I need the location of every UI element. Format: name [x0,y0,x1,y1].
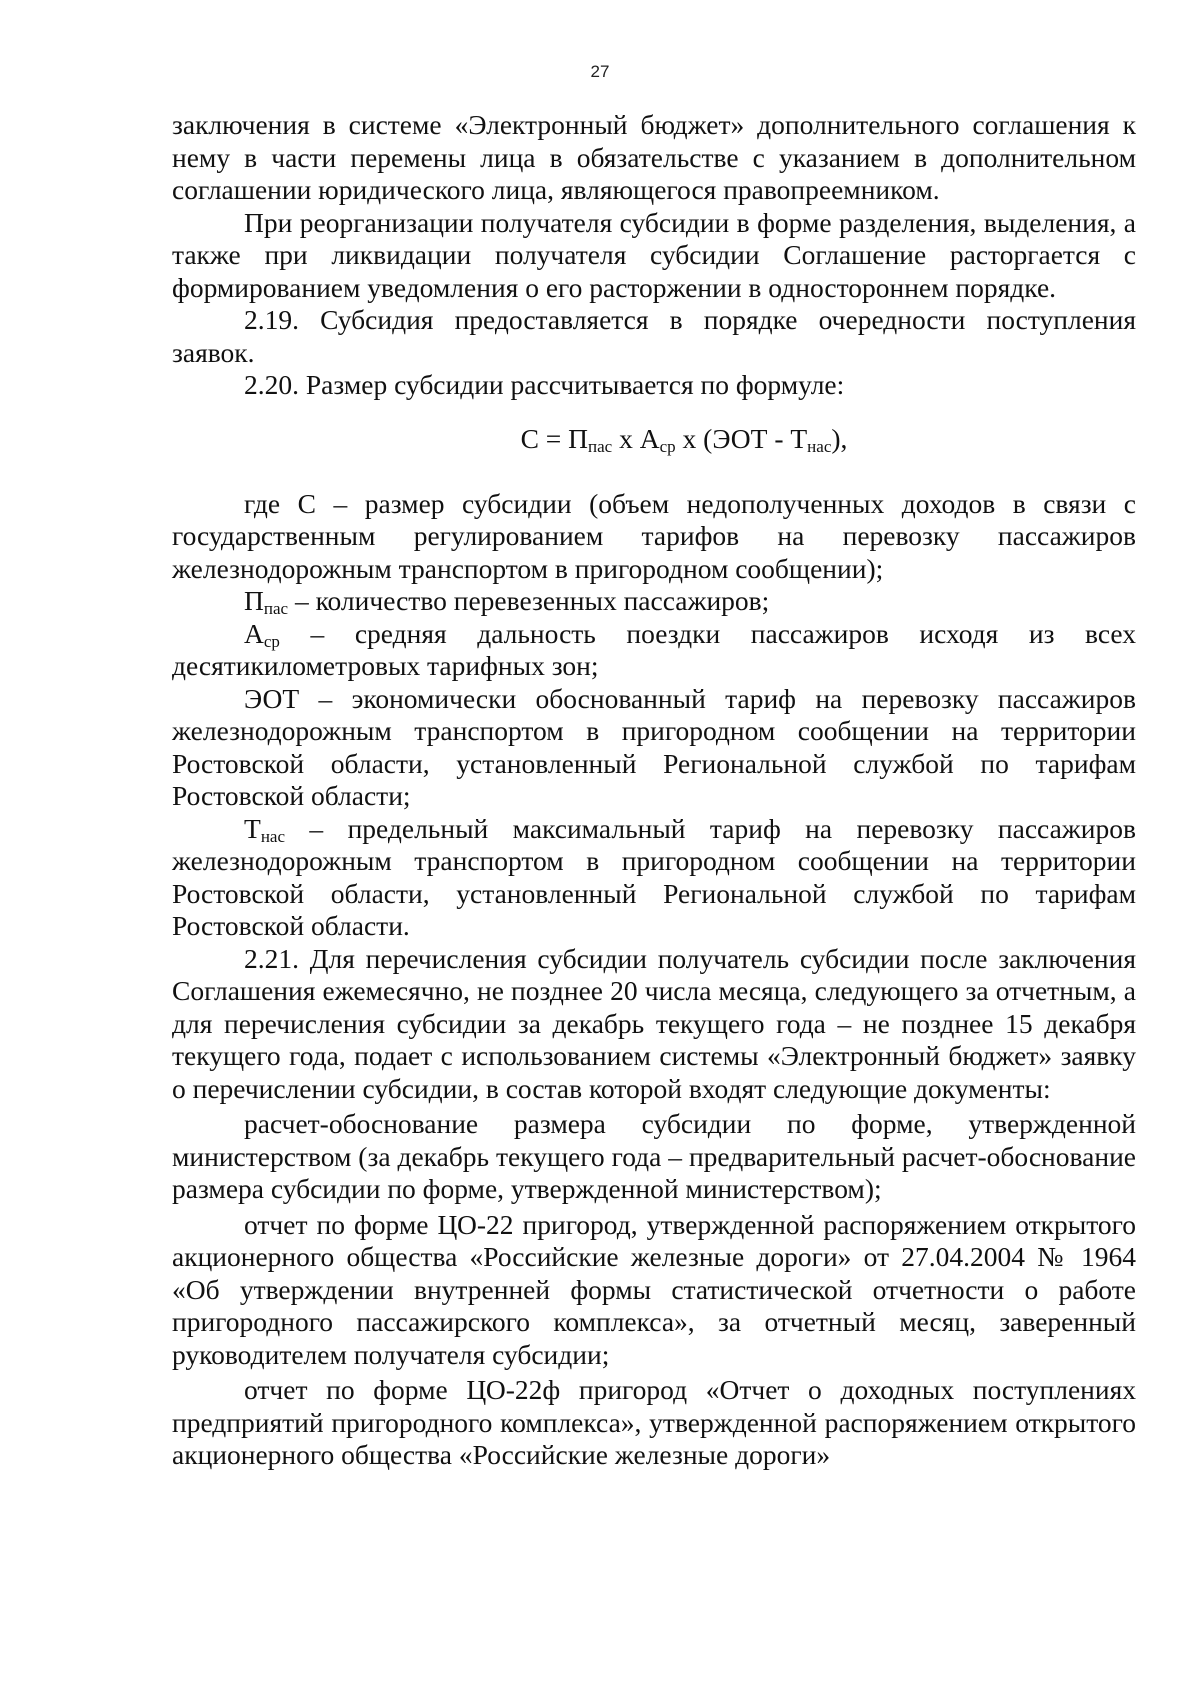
paragraph-report-co22: отчет по форме ЦО-22 пригород, утвержденной распоряжением открытого акционерного общества «Российские железные дороги» от 27.04.2004 № 1964 «Об утверждении внутренней формы статистической отчетности о работе пригородного пассажирского комплекса», за отчетный месяц, заверенный руководителем получателя субсидии; [172,1208,1136,1370]
page-number: 27 [590,62,610,81]
paragraph-t-nas [172,813,1136,943]
symbol-a: А [244,617,264,649]
paragraph-report-co22f: отчет по форме ЦО-22ф пригород «Отчет о доходных поступлениях предприятий пригородного комплекса», утвержденной распоряжением открытого акционерного общества «Российские железные дороги» [172,1374,1136,1470]
definition-a-sr: – средняя дальность поездки пассажиров исходя из всех десятикилометровых тарифных зон; [172,617,1136,681]
paragraph-calculation-justification: расчет-обоснование размера субсидии по форме, утвержденной министерством (за декабрь текущего года – предварительный расчет-обоснование размера субсидии по форме, утвержденной министерством); [172,1108,1136,1204]
formula-sub-pas: пас [588,436,613,456]
document-body [172,109,1136,1472]
formula-mid1: х А [612,422,660,454]
paragraph-where-c: где С – размер субсидии (объем недополученных доходов в связи с государственным регулированием тарифов на перевозку пассажиров железнодорожным транспортом в пригородном сообщении); [172,487,1136,584]
definition-t-nas: – предельный максимальный тариф на перевозку пассажиров железнодорожным транспортом в пригородном сообщении на территории Ростовской области, установленный Региональной службой по тарифам Ростовской области. [172,812,1136,941]
paragraph-agreement-continuation: заключения в системе «Электронный бюджет» дополнительного соглашения к нему в части перемены лица в обязательстве с указанием в дополнительном соглашении юридического лица, являющегося правопреемником. [172,109,1136,205]
paragraph-reorganization: При реорганизации получателя субсидии в форме разделения, выделения, а также при ликвидации получателя субсидии Соглашение расторгается с формированием уведомления о его расторжении в одностороннем порядке. [172,206,1136,303]
symbol-a-subscript: ср [263,631,280,651]
symbol-p: П [244,585,264,616]
paragraph-p-pas [172,585,1136,618]
symbol-t-subscript: нас [260,826,286,846]
formula-lhs: С = П [520,422,589,454]
subsidy-formula [172,402,1136,480]
paragraph-a-sr [172,618,1136,683]
formula-sub-nas: нас [807,436,832,456]
symbol-p-subscript: пас [263,599,289,618]
definition-p-pas: – количество перевезенных пассажиров; [288,585,770,616]
symbol-t: Т [244,812,261,844]
formula-end: ), [831,422,848,454]
paragraph-2-21: 2.21. Для перечисления субсидии получатель субсидии после заключения Соглашения ежемесячно, не позднее 20 числа месяца, следующего за отчетным, а для перечисления субсидии за декабрь текущего года – не позднее 15 декабря текущего года, подает с использованием системы «Электронный бюджет» заявку о перечислении субсидии, в состав которой входят следующие документы: [172,942,1136,1104]
formula-mid2: х (ЭОТ - Т [675,422,808,454]
paragraph-eot: ЭОТ – экономически обоснованный тариф на перевозку пассажиров железнодорожным транспортом в пригородном сообщении на территории Ростовской области, установленный Региональной службой по тарифам Ростовской области; [172,682,1136,811]
paragraph-2-20: 2.20. Размер субсидии рассчитывается по формуле: [244,369,845,400]
formula-sub-sr: ср [659,436,676,456]
paragraph-2-19: 2.19. Субсидия предоставляется в порядке очередности поступления заявок. [172,304,1136,368]
